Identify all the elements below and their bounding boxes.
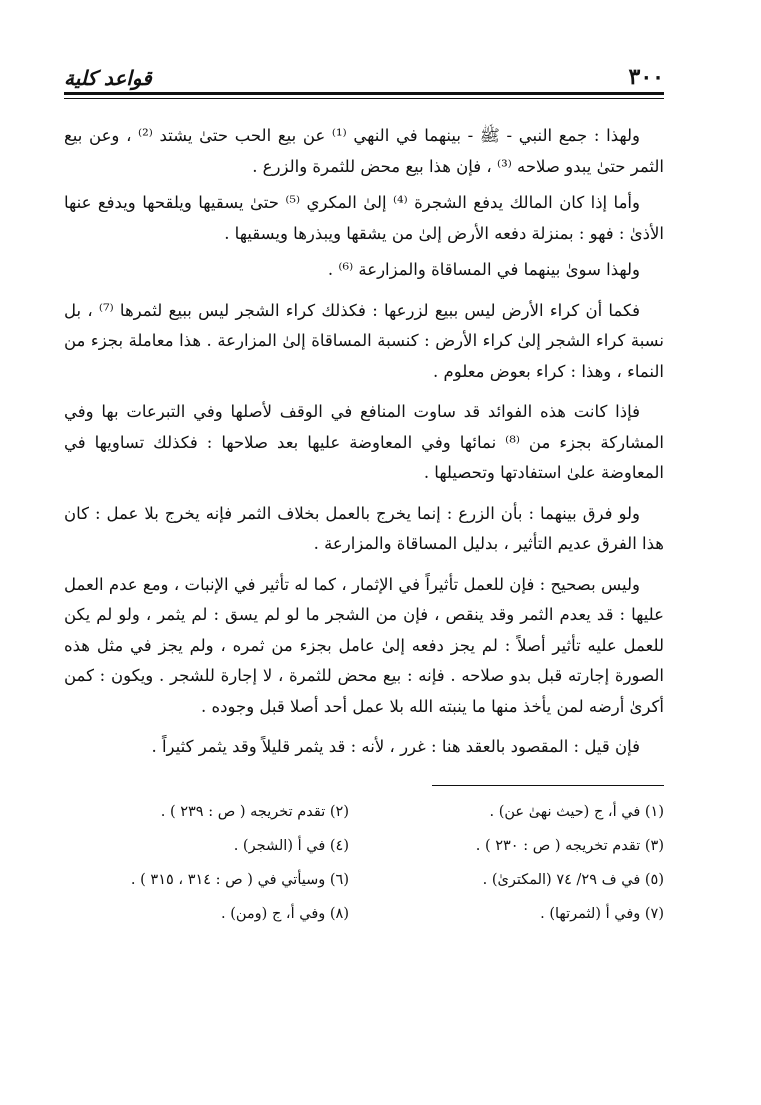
running-title: قواعد كلية xyxy=(64,66,152,90)
book-page xyxy=(64,52,664,930)
main-text xyxy=(64,121,664,763)
page-number: ٣٠٠ xyxy=(628,64,664,90)
footnote-3: (٣) تقدم تخريجه ( ص : ٢٣٠ ) . xyxy=(475,837,664,854)
footnotes xyxy=(64,796,664,930)
footnote-8: (٨) وفي أ، ج (ومن) . xyxy=(221,905,349,922)
paragraph-3: ولهذا سوىٰ بينهما في المساقاة والمزارعة ⁽⁶⁾ . xyxy=(327,260,640,279)
header-rule-thin xyxy=(64,98,664,99)
footnote-7: (٧) وفي أ (لثمرتها) . xyxy=(540,905,664,922)
paragraph-6: ولو فرق بينهما : بأن الزرع : إنما يخرج بالعمل بخلاف الثمر فإنه يخرج بلا عمل : كان هذا الفرق عديم التأثير ، بدليل المساقاة والمزارعة . xyxy=(64,503,664,553)
footnote-4: (٤) في أ (الشجر) . xyxy=(233,837,349,854)
footnote-separator xyxy=(432,785,664,786)
paragraph-7: وليس بصحيح : فإن للعمل تأثيراً في الإثمار ، كما له تأثير في الإنبات ، ومع عدم العمل عليها : قد يعدم الثمر وقد ينقص ، فإن من الشجر ما لو لم يسق : لم يثمر ، ولو لم يكن للعمل عليه تأثير أصلاً : لم يجز دفعه إلىٰ عامل بجزء من ثمره ، ولم يجز في مثل هذه الصورة إجارته قبل بدو صلاحه . فإنه : بيع محض للثمرة ، لا إجارة للشجر . ويكون : كمن أكرىٰ أرضه لمن يأخذ منها ما ينبته الله بلا عمل أحد أصلا قبل وجوده . xyxy=(64,574,664,716)
paragraph-2: وأما إذا كان المالك يدفع الشجرة ⁽⁴⁾ إلىٰ المكري ⁽⁵⁾ حتىٰ يسقيها ويلقحها ويدفع عنها الأذىٰ : فهو : بمنزلة دفعه الأرض إلىٰ من يشقها ويبذرها ويسقيها . xyxy=(64,193,664,243)
header-rule-thick xyxy=(64,92,664,95)
footnote-2: (٢) تقدم تخريجه ( ص : ٢٣٩ ) . xyxy=(160,803,349,820)
paragraph-4: فكما أن كراء الأرض ليس ببيع لزرعها : فكذلك كراء الشجر ليس ببيع لثمرها ⁽⁷⁾ ، بل نسبة كراء الشجر إلىٰ كراء الأرض : كنسبة المساقاة إلىٰ المزارعة . هذا معاملة بجزء من النماء ، وهذا : كراء بعوض معلوم . xyxy=(64,300,664,381)
footnote-6: (٦) وسيأتي في ( ص : ٣١٤ ، ٣١٥ ) . xyxy=(130,871,349,888)
footnote-1: (١) في أ، ج (حيث نهىٰ عن) . xyxy=(489,803,664,820)
footnote-5: (٥) في ف ٢٩/ ٧٤ (المكترىٰ) . xyxy=(482,871,664,888)
paragraph-8: فإن قيل : المقصود بالعقد هنا : غرر ، لأنه : قد يثمر قليلاً وقد يثمر كثيراً . xyxy=(151,737,640,756)
paragraph-5: فإذا كانت هذه الفوائد قد ساوت المنافع في الوقف لأصلها وفي التبرعات بها وفي المشاركة بجزء من ⁽⁸⁾ نمائها وفي المعاوضة عليها بعد صلاحها : فكذلك تساويها في المعاوضة علىٰ استفادتها وتحصيلها . xyxy=(64,402,665,482)
paragraph-1: ولهذا : جمع النبي - ﷺ - بينهما في النهي ⁽¹⁾ عن بيع الحب حتىٰ يشتد ⁽²⁾ ، وعن بيع الثمر حتىٰ يبدو صلاحه ⁽³⁾ ، فإن هذا بيع محض للثمرة والزرع . xyxy=(64,126,664,176)
page-header xyxy=(64,52,664,88)
